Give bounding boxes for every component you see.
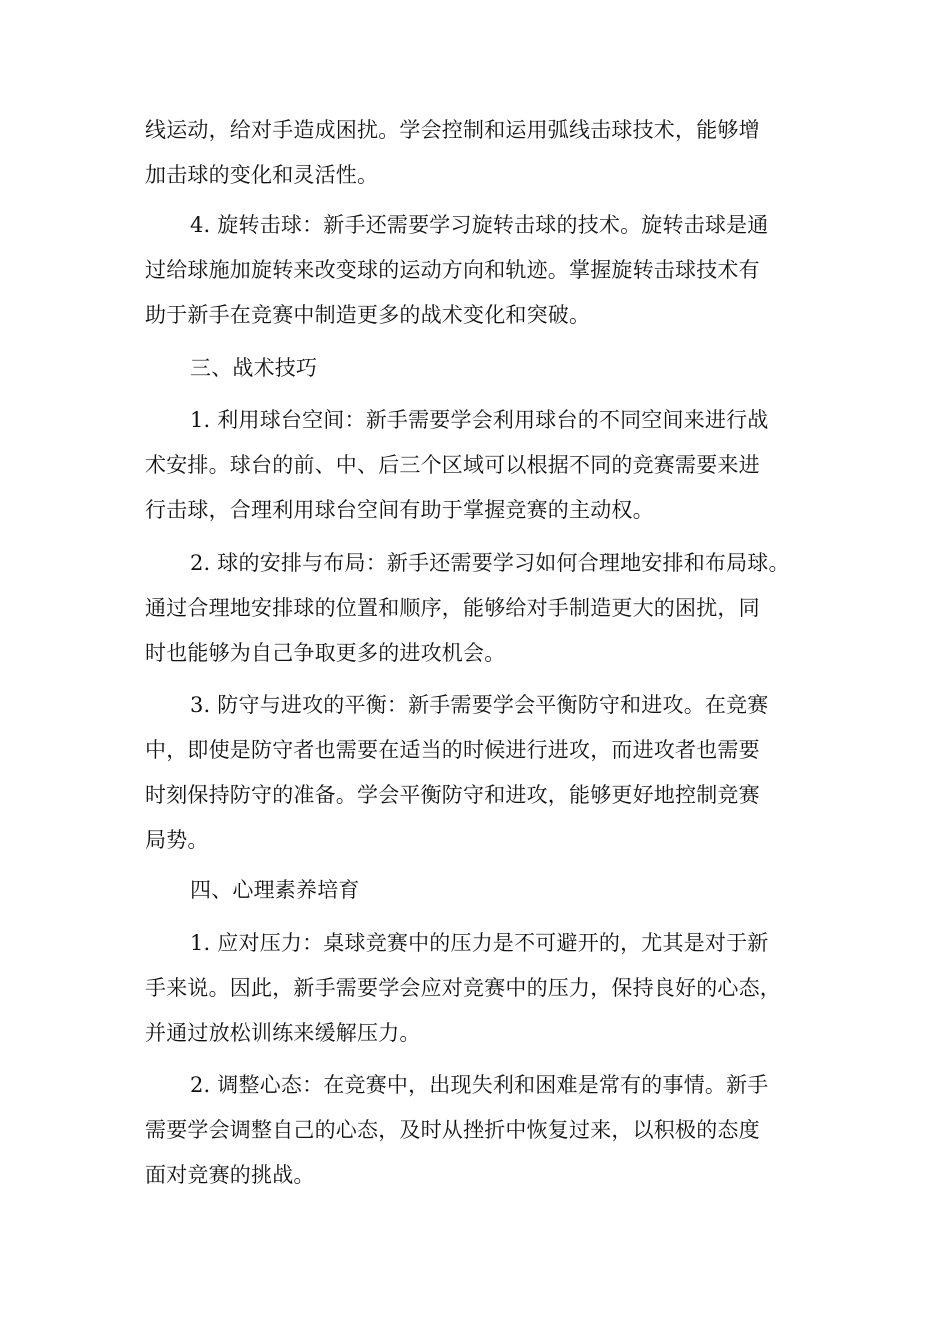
paragraph-start: 2. 调整心态：在竞赛中，出现失利和困难是常有的事情。新手 bbox=[190, 1073, 769, 1097]
text-line: 面对竞赛的挑战。 bbox=[145, 1163, 315, 1187]
text-line: 通过合理地安排球的位置和顺序，能够给对手制造更大的困扰，同 bbox=[145, 596, 760, 620]
text-line: 加击球的变化和灵活性。 bbox=[145, 163, 379, 187]
text-line: 局势。 bbox=[145, 828, 209, 852]
text-line: 时也能够为自己争取更多的进攻机会。 bbox=[145, 641, 506, 665]
paragraph-start: 3. 防守与进攻的平衡：新手需要学会平衡防守和进攻。在竞赛 bbox=[190, 693, 769, 717]
text-line: 中，即使是防守者也需要在适当的时候进行进攻，而进攻者也需要 bbox=[145, 738, 760, 762]
paragraph-start: 1. 利用球台空间：新手需要学会利用球台的不同空间来进行战 bbox=[190, 408, 769, 432]
text-line: 术安排。球台的前、中、后三个区域可以根据不同的竞赛需要来进 bbox=[145, 453, 760, 477]
paragraph-start: 1. 应对压力：桌球竞赛中的压力是不可避开的，尤其是对于新 bbox=[190, 931, 769, 955]
text-line: 过给球施加旋转来改变球的运动方向和轨迹。掌握旋转击球技术有 bbox=[145, 258, 760, 282]
section-heading: 四、心理素养培育 bbox=[190, 878, 360, 902]
section-heading: 三、战术技巧 bbox=[190, 356, 318, 380]
paragraph-start: 2. 球的安排与布局：新手还需要学习如何合理地安排和布局球。 bbox=[190, 551, 790, 575]
paragraph-start: 4. 旋转击球：新手还需要学习旋转击球的技术。旋转击球是通 bbox=[190, 213, 769, 237]
text-line: 手来说。因此，新手需要学会应对竞赛中的压力，保持良好的心态， bbox=[145, 976, 781, 1000]
text-line: 助于新手在竞赛中制造更多的战术变化和突破。 bbox=[145, 303, 591, 327]
text-line: 线运动，给对手造成困扰。学会控制和运用弧线击球技术，能够增 bbox=[145, 118, 760, 142]
text-line: 需要学会调整自己的心态，及时从挫折中恢复过来，以积极的态度 bbox=[145, 1118, 760, 1142]
text-line: 时刻保持防守的准备。学会平衡防守和进攻，能够更好地控制竞赛 bbox=[145, 783, 760, 807]
text-line: 并通过放松训练来缓解压力。 bbox=[145, 1021, 421, 1045]
text-line: 行击球，合理利用球台空间有助于掌握竞赛的主动权。 bbox=[145, 498, 654, 522]
